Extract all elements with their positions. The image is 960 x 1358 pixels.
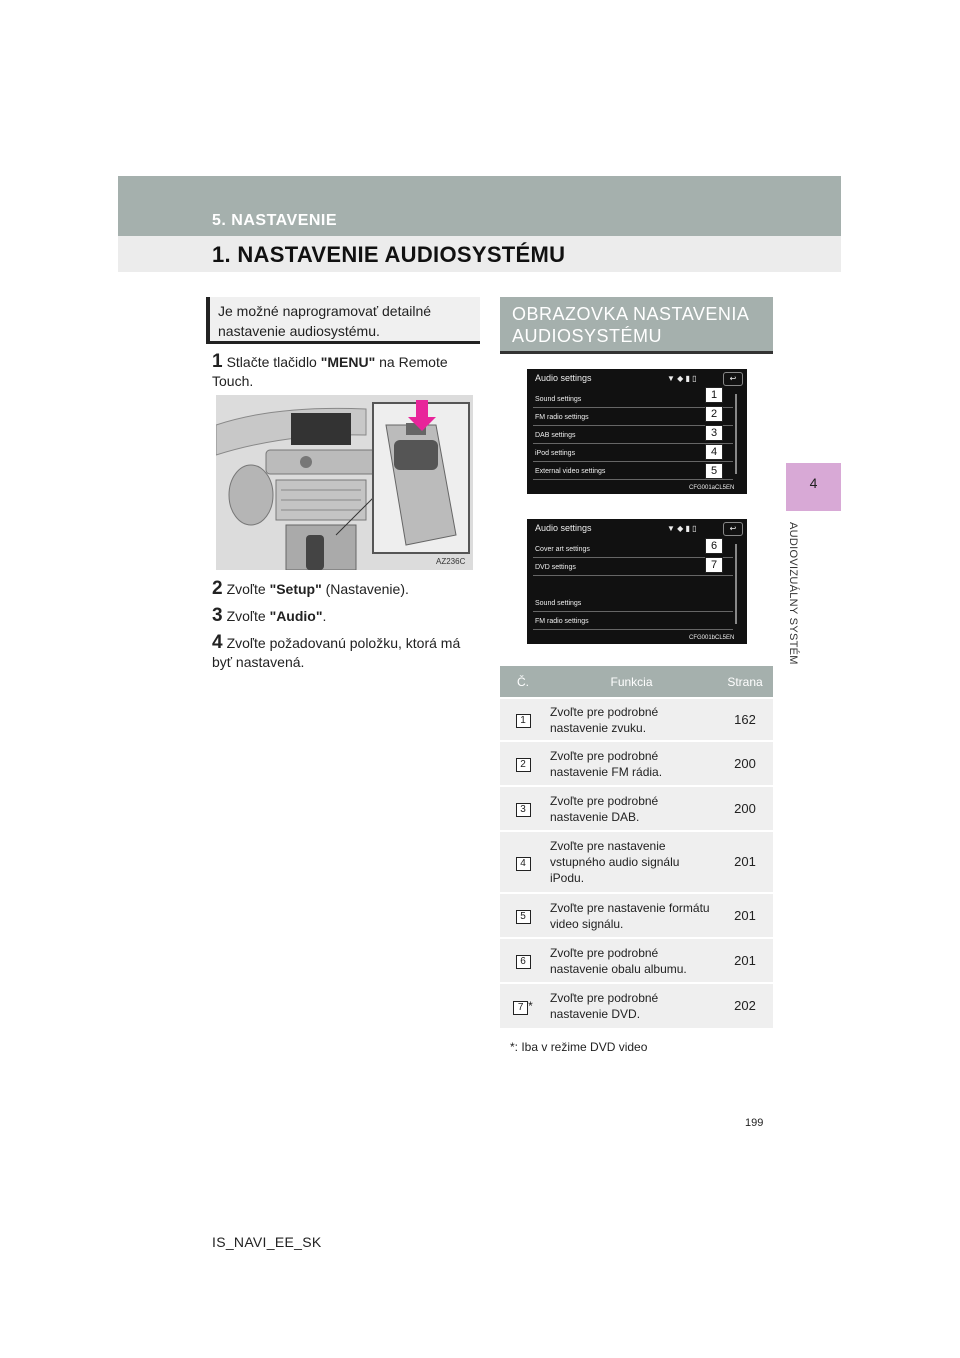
menu-item: Sound settings	[535, 396, 582, 403]
menu-item: External video settings	[535, 468, 606, 475]
row-function: Zvoľte pre podrobné nastavenie zvuku.	[546, 698, 717, 741]
status-icons: ▼ ◆ ▮ ▯	[667, 374, 697, 383]
row-number: 6	[516, 955, 531, 969]
row-number: 4	[516, 857, 531, 871]
document-code: IS_NAVI_EE_SK	[212, 1234, 322, 1250]
note-box: Je možné naprogramovať detailné nastavenie audiosystému.	[206, 297, 480, 344]
scrollbar	[735, 394, 737, 474]
step-1	[212, 352, 480, 391]
step-number: 2	[212, 578, 223, 599]
step-bold: "MENU"	[320, 354, 376, 370]
table-row	[500, 786, 773, 831]
console-illustration	[216, 395, 473, 570]
row-number: 1	[516, 714, 531, 728]
scrollbar	[735, 544, 737, 624]
menu-item: DAB settings	[535, 432, 576, 439]
menu-item: FM radio settings	[535, 414, 589, 421]
callout-3: 3	[705, 425, 723, 441]
menu-item: Cover art settings	[535, 546, 590, 553]
callout-4: 4	[705, 444, 723, 460]
menu-item: FM radio settings	[535, 618, 589, 625]
step-text: Zvoľte	[226, 608, 270, 624]
back-icon: ↩	[723, 522, 743, 536]
audio-settings-screen-1	[527, 369, 747, 494]
step-text: .	[322, 608, 327, 624]
row-function: Zvoľte pre podrobné nastavenie FM rádia.	[546, 741, 717, 786]
chapter-number: 4	[809, 475, 818, 491]
divider	[533, 611, 733, 612]
footnote: *: Iba v režime DVD video	[510, 1040, 648, 1054]
divider	[533, 557, 733, 558]
divider	[533, 461, 733, 462]
row-function: Zvoľte pre podrobné nastavenie DAB.	[546, 786, 717, 831]
step-text: Zvoľte	[226, 581, 270, 597]
table-row	[500, 983, 773, 1028]
col-header-page: Strana	[717, 666, 773, 698]
row-number: 3	[516, 803, 531, 817]
step-text: (Nastavenie).	[321, 581, 409, 597]
table-row	[500, 741, 773, 786]
menu-item: iPod settings	[535, 450, 576, 457]
step-number: 3	[212, 605, 223, 626]
screen-code: CFG001bCL5EN	[689, 635, 735, 641]
status-icons: ▼ ◆ ▮ ▯	[667, 524, 697, 533]
divider	[533, 479, 733, 480]
table-row	[500, 938, 773, 983]
divider	[533, 629, 733, 630]
table-row	[500, 893, 773, 938]
screen-title: Audio settings	[535, 523, 592, 533]
step-text: na Remote Touch.	[212, 354, 448, 389]
callout-1: 1	[705, 387, 723, 403]
table-row	[500, 831, 773, 893]
settings-table	[500, 666, 773, 1028]
step-number: 1	[212, 351, 223, 372]
row-page: 200	[717, 741, 773, 786]
row-function: Zvoľte pre podrobné nastavenie obalu albumu.	[546, 938, 717, 983]
divider	[533, 575, 733, 576]
callout-2: 2	[705, 406, 723, 422]
step-bold: "Audio"	[269, 608, 323, 624]
menu-item: DVD settings	[535, 564, 576, 571]
col-header-no: Č.	[500, 666, 546, 698]
col-header-function: Funkcia	[546, 666, 717, 698]
divider	[533, 407, 733, 408]
row-page: 202	[717, 983, 773, 1028]
row-function: Zvoľte pre nastavenie formátu video signálu.	[546, 893, 717, 938]
row-page: 201	[717, 893, 773, 938]
step-text: Zvoľte požadovanú položku, ktorá má byť nastavená.	[212, 635, 461, 670]
divider	[533, 425, 733, 426]
row-page: 200	[717, 786, 773, 831]
row-function: Zvoľte pre nastavenie vstupného audio signálu iPodu.	[546, 831, 717, 893]
row-number: 5	[516, 910, 531, 924]
step-2	[212, 579, 480, 599]
audio-settings-screen-2	[527, 519, 747, 644]
illustration-code: AZ236C	[436, 557, 466, 566]
row-page: 201	[717, 938, 773, 983]
menu-item: Sound settings	[535, 600, 582, 607]
callout-7: 7	[705, 557, 723, 573]
row-page: 162	[717, 698, 773, 741]
divider	[533, 443, 733, 444]
step-3	[212, 606, 480, 626]
callout-6: 6	[705, 538, 723, 554]
back-icon: ↩	[723, 372, 743, 386]
page-number: 199	[745, 1117, 764, 1129]
row-number: 7	[513, 1001, 528, 1015]
chapter-title: AUDIOVIZUÁLNY SYSTÉM	[787, 522, 799, 665]
section-label: 5. NASTAVENIE	[212, 212, 338, 229]
row-function: Zvoľte pre podrobné nastavenie DVD.	[546, 983, 717, 1028]
screen-title: Audio settings	[535, 373, 592, 383]
step-bold: "Setup"	[269, 581, 322, 597]
callout-5: 5	[705, 463, 723, 479]
row-number: 2	[516, 758, 531, 772]
step-text: Stlačte tlačidlo	[226, 354, 321, 370]
screen-code: CFG001aCL5EN	[689, 485, 735, 491]
table-header-row	[500, 666, 773, 698]
row-page: 201	[717, 831, 773, 893]
screen-section-heading: OBRAZOVKA NASTAVENIA AUDIOSYSTÉMU	[500, 297, 773, 354]
page-title: 1. NASTAVENIE AUDIOSYSTÉMU	[212, 242, 566, 267]
table-row	[500, 698, 773, 741]
row-asterisk: *	[528, 998, 533, 1013]
step-4	[212, 633, 480, 672]
step-number: 4	[212, 632, 223, 653]
